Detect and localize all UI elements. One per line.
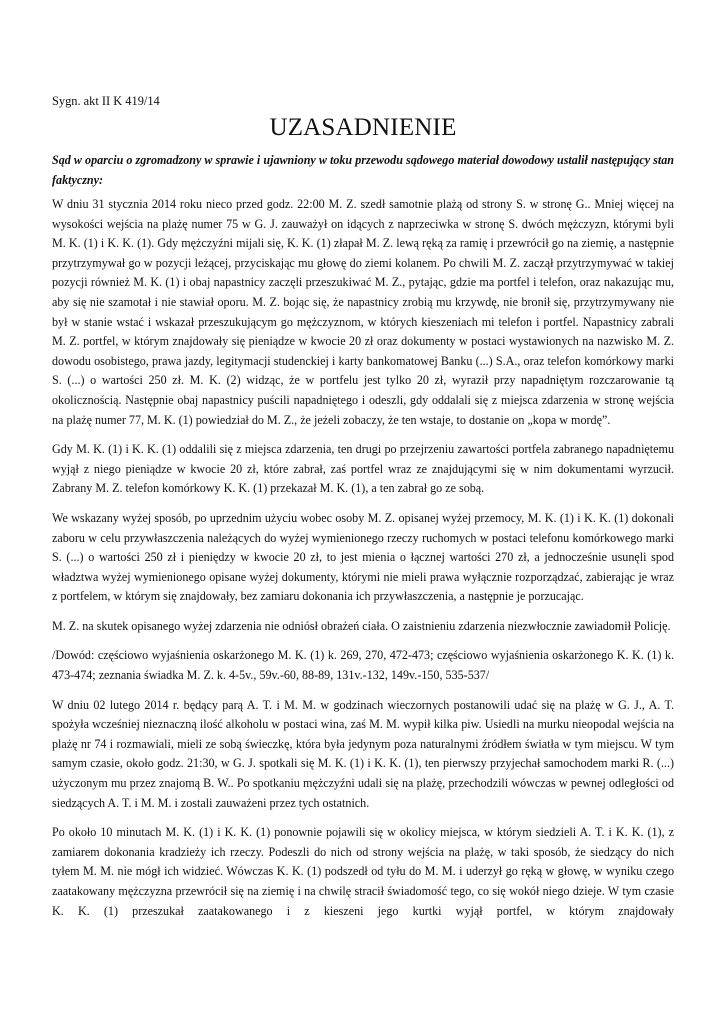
document-body (52, 195, 674, 931)
paragraph-facts-4: M. Z. na skutek opisanego wyżej zdarzenia nie odniósł obrażeń ciała. O zaistnieniu zdarzenia niezwłocznie zawiadomił Policję. (52, 618, 671, 633)
case-reference: Sygn. akt II K 419/14 (52, 94, 160, 108)
page-title: UZASADNIENIE (269, 114, 457, 141)
paragraph-evidence: /Dowód: częściowo wyjaśnienia oskarżonego M. K. (1) k. 269, 270, 472-473; częściowo wyjaśnienia oskarżonego K. K. (1) k. 473-474; zeznania świadka M. Z. k. 4-5v., 59v.-60, 88-89, 131v.-132, 149v.-150, 535-537/ (52, 648, 674, 683)
paragraph-facts-2: Gdy M. K. (1) i K. K. (1) oddalili się z miejsca zdarzenia, ten drugi po przejrzeniu zawartości portfela zabranego napadniętemu wyjął z niego pieniądze w kwocie 20 zł, które zabrał, zaś portfel wraz ze znajdującymi się w nim dokumentami wyrzucił. Zabrany M. Z. telefon komórkowy K. K. (1) przekazał M. K. (1), a ten zabrał go ze sobą. (52, 442, 674, 496)
intro-statement: Sąd w oparciu o zgromadzony w sprawie i ujawniony w toku przewodu sądowego materiał dowodowy ustalił następujący stan faktyczny: (52, 153, 674, 187)
paragraph-facts-6: Po około 10 minutach M. K. (1) i K. K. (1) ponownie pojawili się w okolicy miejsca, w którym siedzieli A. T. i K. K. (1), z zamiarem dokonania kradzieży ich rzeczy. Podeszli do nich od strony wejścia na plażę, w taki sposób, że siedzący do nich tyłem M. M. nie mógł ich widzieć. Wówczas K. K. (1) podszedł od tyłu do M. M. i uderzył go ręką w głowę, w wyniku czego zaatakowany mężczyzna przewrócił się na ziemię i na chwilę stracił świadomość tego, co się wokół niego dzieje. W tym czasie K. K. (1) przeszukał zaatakowanego i z kieszeni jego kurtki wyjął portfel, w którym znajdowały (52, 825, 674, 918)
paragraph-facts-3: We wskazany wyżej sposób, po uprzednim użyciu wobec osoby M. Z. opisanej wyżej przemocy, M. K. (1) i K. K. (1) dokonali zaboru w celu przywłaszczenia należących do wyżej wymienionego rzeczy ruchomych w postaci telefonu komórkowego marki S. (...) o wartości 250 zł i pieniędzy w kwocie 20 zł, to jest mienia o łącznej wartości 270 zł, a jednocześnie usunęli spod władztwa wyżej wymienionego opisane wyżej dokumenty, którymi nie mieli prawa wyłącznie rozporządzać, zabierając je wraz z portfelem, w którym się znajdowały, bez zamiaru dokonania ich przywłaszczenia, a następnie je porzucając. (52, 510, 674, 604)
paragraph-facts-1: W dniu 31 stycznia 2014 roku nieco przed godz. 22:00 M. Z. szedł samotnie plażą od strony S. w stronę G.. Mniej więcej na wysokości wejścia na plażę numer 75 w G. J. zauważył on idących z naprzeciwka w stronę S. dwóch mężczyzn, którymi byli M. K. (1) i K. K. (1). Gdy mężczyźni mijali się, K. K. (1) złapał M. Z. lewą ręką za ramię i przewrócił go na ziemię, a następnie przytrzymywał go w pozycji leżącej, przyciskając mu głowę do ziemi kolanem. Po chwili M. Z. zaczął przytrzymywać w takiej pozycji również M. K. (1) i obaj napastnicy zaczęli przeszukiwać M. Z., pytając, gdzie ma portfel i telefon, oraz nakazując mu, aby się nie szamotał i nie stawiał oporu. M. Z. bojąc się, że napastnicy zrobią mu krzywdę, nie bronił się, przytrzymywany nie był w stanie wstać i wskazał przeszukującym go mężczyznom, w których kieszeniach mi telefon i portfel. Napastnicy zabrali M. Z. portfel, w którym znajdowały się pieniądze w kwocie 20 zł oraz dokumenty w postaci wystawionych na nazwisko M. Z. dowodu osobistego, prawa jazdy, legitymacji studenckiej i karty bankomatowej Banku (...) S.A., oraz telefon komórkowy marki S. (...) o wartości 250 zł. M. K. (2) widząc, że w portfelu jest tylko 20 zł, wyraził przy napadniętym rozczarowanie tą okolicznością. Następnie obaj napastnicy puścili napadniętego i odeszli, gdy oddalali się z miejsca zdarzenia w stronę wejścia na plażę numer 77, M. K. (1) powiedział do M. Z., że jeżeli zobaczy, że ten wstaje, to dostanie on „kopa w mordę”. (52, 197, 674, 427)
paragraph-facts-5: W dniu 02 lutego 2014 r. będący parą A. T. i M. M. w godzinach wieczornych postanowili udać się na plażę w G. J., A. T. spożyła wcześniej nieznaczną ilość alkoholu w postaci wina, zaś M. M. wypił kilka piw. Usiedli na murku nieopodal wejścia na plażę nr 74 i rozmawiali, mieli ze sobą świeczkę, która była jedynym poza naturalnymi źródłem światła w tym miejscu. W tym samym czasie, około godz. 21:30, w G. J. spotkali się M. K. (1) i K. K. (1), ten pierwszy przyjechał samochodem marki R. (...) użyczonym mu przez znajomą B. W.. Po spotkaniu mężczyźni udali się na plażę, przechodzili wówczas w pewnej odległości od siedzących A. T. i M. M. i zostali zauważeni przez tych ostatnich. (52, 697, 674, 810)
